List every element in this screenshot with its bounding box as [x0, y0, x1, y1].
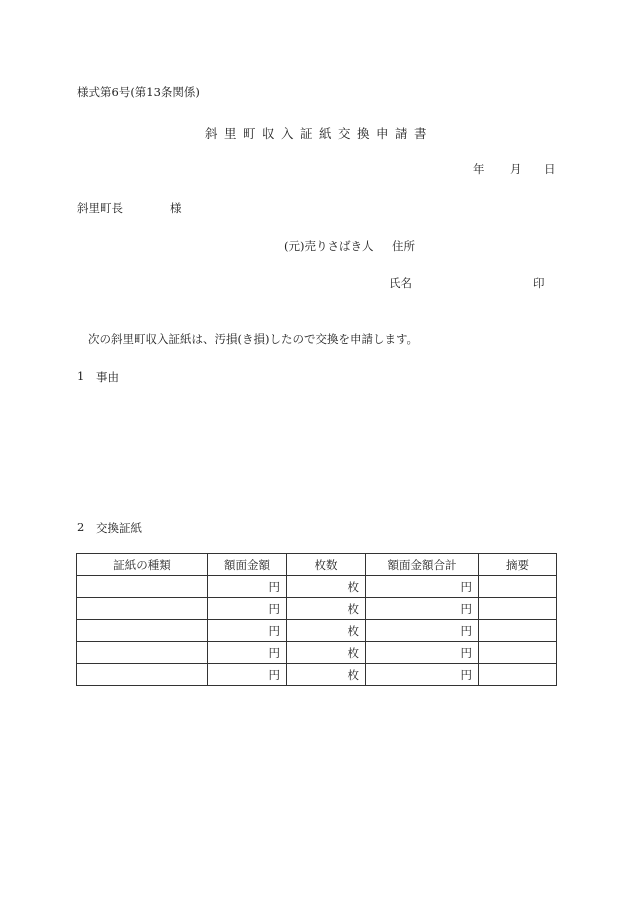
applicant-role: (元)売りさばき人 — [284, 239, 374, 253]
table-row — [77, 620, 557, 642]
cell-remarks[interactable] — [479, 620, 557, 642]
section-reason-title: 事由 — [96, 370, 119, 384]
cell-remarks[interactable] — [479, 642, 557, 664]
cell-remarks[interactable] — [479, 664, 557, 686]
table-header-row — [77, 554, 557, 576]
cell-total-value[interactable]: 円 — [366, 642, 479, 664]
cell-stamp-type[interactable] — [77, 642, 208, 664]
section-reason-number: 1 — [77, 369, 85, 383]
header-face-value: 額面金額 — [208, 554, 287, 576]
table-row — [77, 598, 557, 620]
cell-stamp-type[interactable] — [77, 664, 208, 686]
cell-count[interactable]: 枚 — [287, 642, 366, 664]
header-count: 枚数 — [287, 554, 366, 576]
name-label: 氏名 — [389, 276, 412, 290]
date-month-label: 月 — [510, 162, 522, 176]
addressee-honorific: 様 — [170, 201, 182, 215]
header-remarks: 摘要 — [479, 554, 557, 576]
table-row — [77, 642, 557, 664]
section-exchange-title: 交換証紙 — [96, 521, 142, 535]
cell-count[interactable]: 枚 — [287, 576, 366, 598]
cell-face-value[interactable]: 円 — [208, 664, 287, 686]
request-text: 次の斜里町収入証紙は、汚損(き損)したので交換を申請します。 — [88, 332, 419, 346]
cell-total-value[interactable]: 円 — [366, 664, 479, 686]
date-year-label: 年 — [473, 162, 485, 176]
document-title: 斜里町収入証紙交換申請書 — [204, 126, 433, 141]
section-exchange-number: 2 — [77, 520, 85, 534]
table-row — [77, 664, 557, 686]
form-number: 様式第6号(第13条関係) — [77, 85, 200, 99]
header-total-value: 額面金額合計 — [366, 554, 479, 576]
cell-total-value[interactable]: 円 — [366, 598, 479, 620]
cell-total-value[interactable]: 円 — [366, 620, 479, 642]
cell-face-value[interactable]: 円 — [208, 620, 287, 642]
exchange-stamp-table — [76, 553, 557, 686]
cell-face-value[interactable]: 円 — [208, 576, 287, 598]
cell-count[interactable]: 枚 — [287, 598, 366, 620]
cell-total-value[interactable]: 円 — [366, 576, 479, 598]
cell-count[interactable]: 枚 — [287, 664, 366, 686]
date-day-label: 日 — [544, 162, 556, 176]
cell-face-value[interactable]: 円 — [208, 642, 287, 664]
cell-stamp-type[interactable] — [77, 620, 208, 642]
address-label: 住所 — [392, 239, 415, 253]
cell-stamp-type[interactable] — [77, 598, 208, 620]
seal-label: 印 — [533, 276, 545, 290]
table-row — [77, 576, 557, 598]
cell-stamp-type[interactable] — [77, 576, 208, 598]
cell-count[interactable]: 枚 — [287, 620, 366, 642]
cell-face-value[interactable]: 円 — [208, 598, 287, 620]
cell-remarks[interactable] — [479, 598, 557, 620]
addressee-name: 斜里町長 — [77, 201, 123, 215]
header-stamp-type: 証紙の種類 — [77, 554, 208, 576]
cell-remarks[interactable] — [479, 576, 557, 598]
